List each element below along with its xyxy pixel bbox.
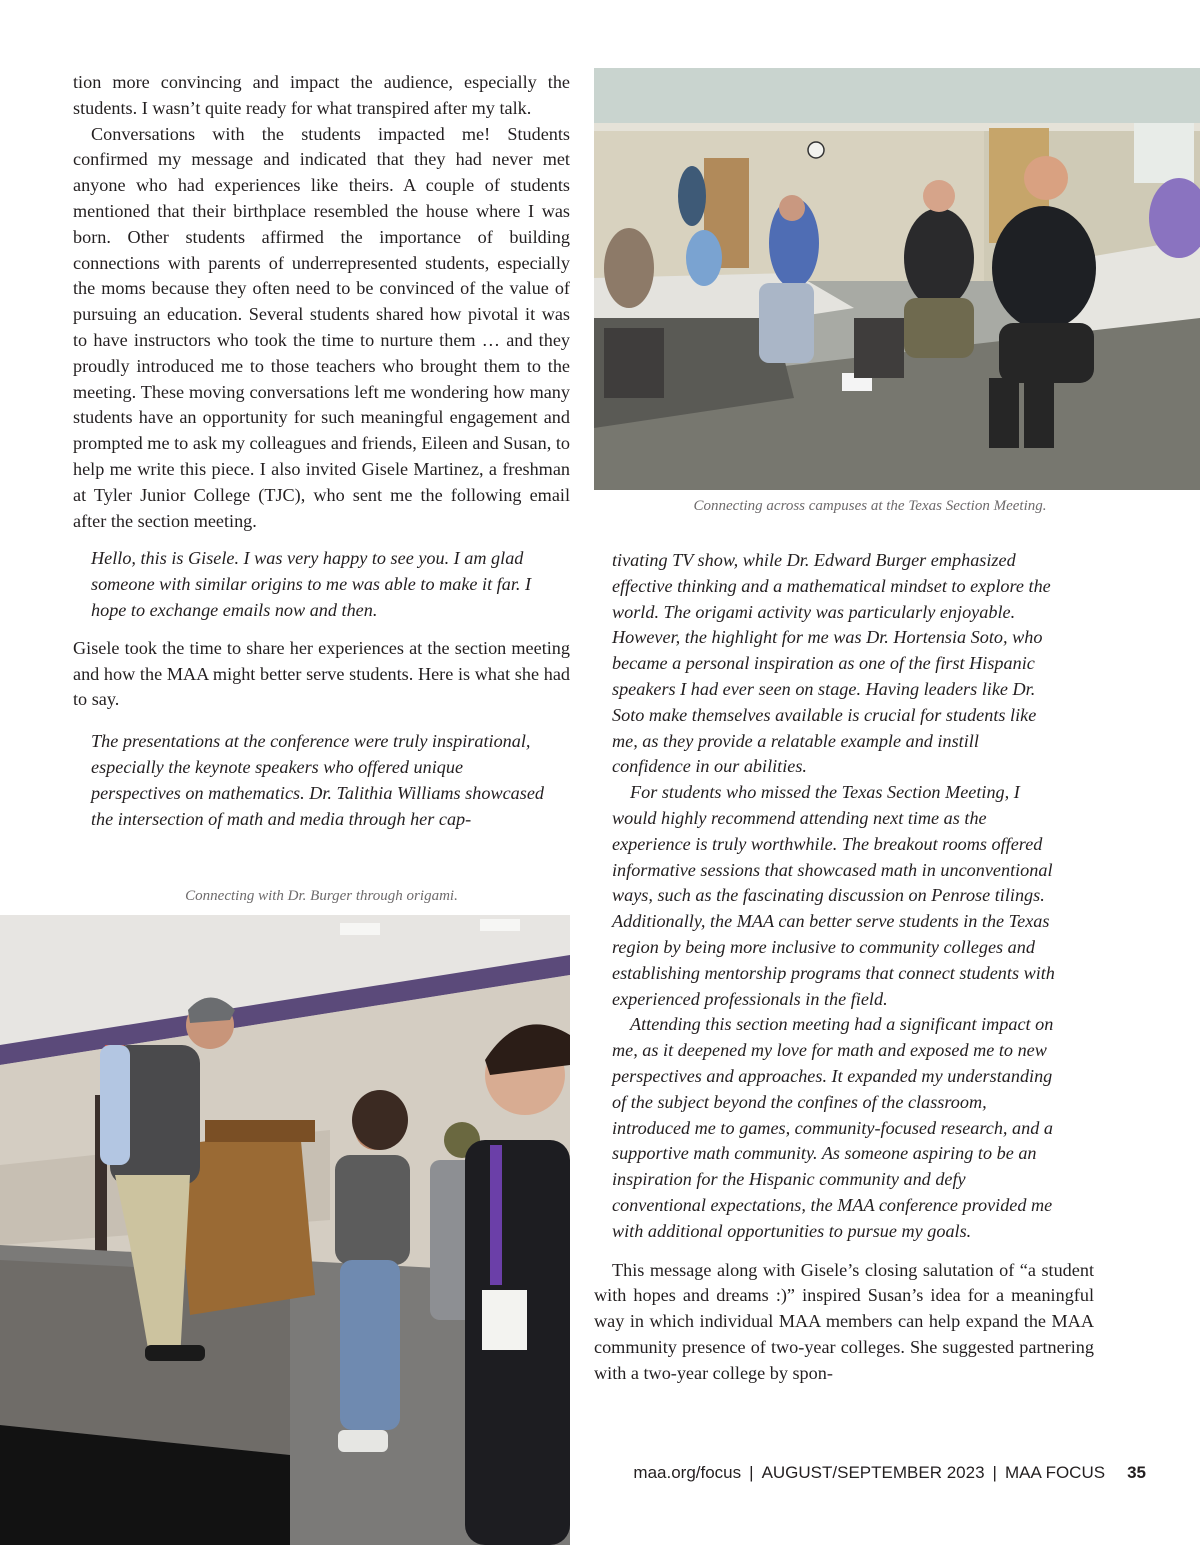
- paragraph: Gisele took the time to share her experiences at the section meeting and how the MAA might better serve students. Here is what she had to say.: [73, 637, 570, 710]
- page-number: 35: [1127, 1463, 1146, 1482]
- gisele-quote-continued: [612, 548, 1060, 1245]
- quote-paragraph: For students who missed the Texas Section Meeting, I would highly recommend attending next time as the experience is truly worthwhile. The breakout rooms offered informative sessions that showcased math in unconventional ways, such as the fascinating discussion on Penrose tilings. Additionally, the MAA can better serve students in the Texas region by being more inclusive to community colleges and establishing mentorship programs that connect students with experienced professionals in the field.: [612, 782, 1055, 1009]
- quote-paragraph: tivating TV show, while Dr. Edward Burger emphasized effective thinking and a mathematical mindset to explore the world. The origami activity was particularly enjoyable. However, the highlight for me was Dr. Hortensia Soto, who became a personal inspiration as one of the first Hispanic speakers I had ever seen on stage. Having leaders like Dr. Soto make themselves available is crucial for students like me, as they provide a relatable example and instill confidence in our abilities.: [612, 550, 1051, 777]
- page-footer: maa.org/focus | AUGUST/SEPTEMBER 2023 | MAA FOCUS 35: [633, 1463, 1146, 1482]
- footer-issue: AUGUST/SEPTEMBER 2023: [761, 1463, 985, 1482]
- quote-paragraph: Attending this section meeting had a significant impact on me, as it deepened my love for math and exposed me to new perspectives and approaches. It expanded my understanding of the subject beyond the confines of the classroom, introduced me to games, community-focused research, and a supportive math community. As someone aspiring to be an inspiration for the Hispanic community and defy conventional expectations, the MAA conference provided me with additional opportunities to pursue my goals.: [612, 1014, 1054, 1241]
- left-text-column: [73, 70, 570, 844]
- photo-students-meeting: [594, 68, 1200, 490]
- photo-caption: Connecting across campuses at the Texas Section Meeting.: [693, 498, 1047, 514]
- right-text-column: [594, 548, 1094, 1387]
- email-quote-text: Hello, this is Gisele. I was very happy to see you. I am glad someone with similar origins to me was able to make it far. I hope to exchange emails now and then.: [91, 548, 532, 620]
- photo-origami-activity: [0, 915, 570, 1545]
- paragraph: This message along with Gisele’s closing salutation of “a student with hopes and dreams :)” inspired Susan’s idea for a meaningful way in which individual MAA members can help expand the MAA community presence of two-year colleges. She suggested partnering with a two-year college by spon-: [594, 1259, 1094, 1383]
- photo-caption: Connecting with Dr. Burger through origami.: [185, 888, 458, 904]
- paragraph: Conversations with the students impacted me! Students confirmed my message and indicated that they had never met anyone who had experiences like theirs. A couple of students mentioned that their birthplace resembled the house where I was born. Other students affirmed the importance of building connections with parents of underrepresented students, especially the moms because they often need to be convinced of the value of pursuing an education. Several students shared how pivotal it was to have instructors who took the time to nurture them … and they proudly introduced me to those teachers who brought them to the meeting. These moving conversations left me wondering how many students have an opportunity for such meaningful engagement and prompted me to ask my colleagues and friends, Eileen and Susan, to help me write this piece. I also invited Gisele Martinez, a freshman at Tyler Junior College (TJC), who sent me the following email after the section meeting.: [73, 123, 570, 531]
- gisele-quote-text: The presentations at the conference were truly inspirational, especially the keynote speakers who offered unique perspectives on mathematics. Dr. Talithia Williams showcased the intersection of math and media through her cap-: [91, 731, 544, 829]
- footer-magazine: MAA FOCUS: [1004, 1463, 1106, 1482]
- gisele-quote-start: [91, 729, 549, 832]
- footer-url: maa.org/focus: [633, 1463, 742, 1482]
- email-quote: [91, 546, 549, 623]
- paragraph: tion more convincing and impact the audience, especially the students. I wasn’t quite ready for what transpired after my talk.: [73, 72, 570, 118]
